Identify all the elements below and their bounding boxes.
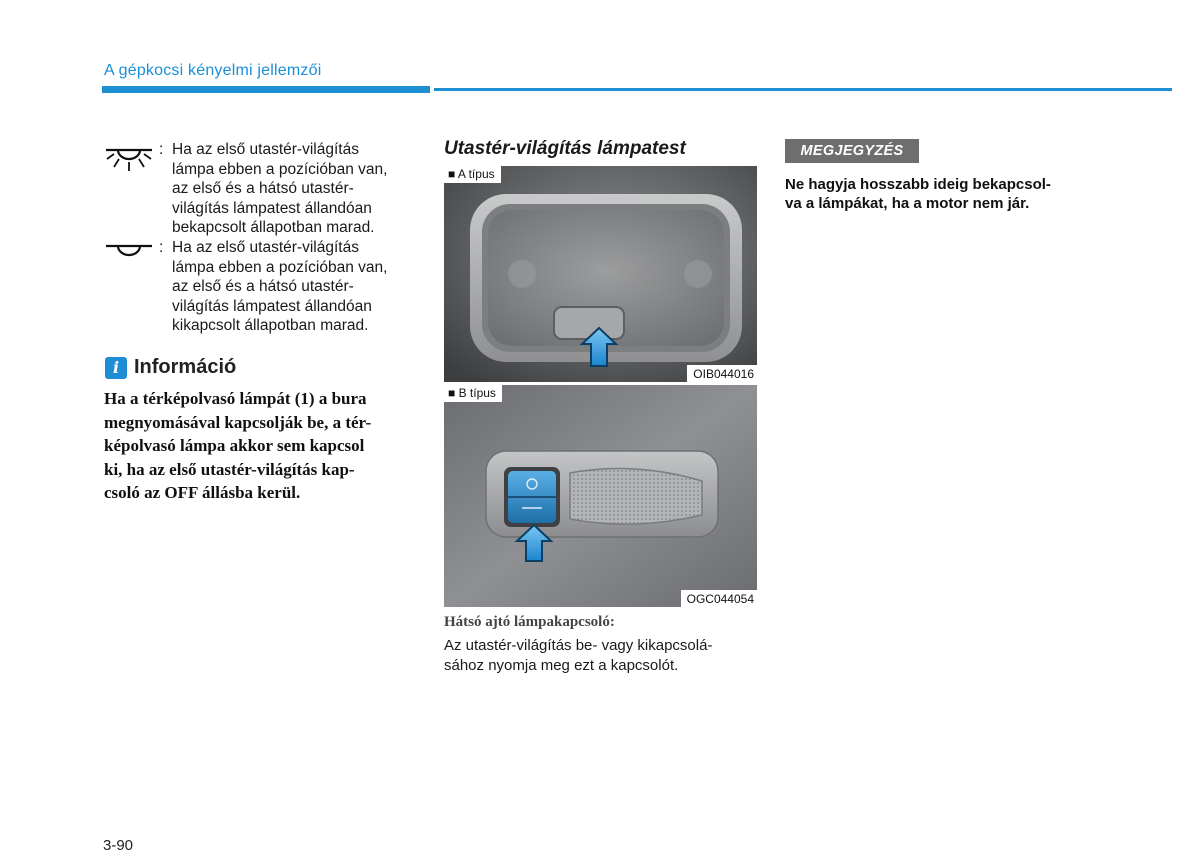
text-line: Ha az első utastér-világítás (172, 141, 359, 158)
switch-off-text (172, 238, 418, 336)
text-line: sához nyomja meg ezt a kapcsolót. (444, 657, 679, 674)
door-lamp-illustration (444, 385, 757, 607)
photo-b-code: OGC044054 (681, 590, 757, 607)
text-line: ki, ha az első utastér-világítás kap- (104, 459, 355, 479)
dome-lamp-illustration (444, 166, 757, 382)
photo-b-label: ■ B típus (444, 385, 502, 402)
text-line: világítás lámpatest állandóan (172, 297, 372, 315)
text-line: Ha az első utastér-világítás (172, 239, 359, 256)
photo-type-b (444, 385, 757, 607)
text-line: va a lámpákat, ha a motor nem jár. (785, 195, 1030, 212)
switch-position-on (104, 140, 420, 240)
note-text (785, 175, 1105, 213)
info-icon: i (105, 357, 127, 379)
section-title: A gépkocsi kényelmi jellemzői (104, 62, 322, 79)
text-line: kikapcsolt állapotban marad. (172, 317, 369, 334)
caption-body (444, 636, 760, 676)
switch-position-off (104, 238, 420, 338)
switch-on-text (172, 140, 418, 238)
text-line: lámpa ebben a pozícióban van, (172, 258, 388, 276)
text-line: lámpa ebben a pozícióban van, (172, 160, 388, 178)
text-line: csoló az OFF állásba kerül. (104, 483, 301, 502)
lamp-on-icon (104, 140, 154, 174)
note-badge: MEGJEGYZÉS (785, 139, 919, 163)
lamp-section-heading: Utastér-világítás lámpatest (444, 138, 686, 159)
text-line: képolvasó lámpa akkor sem kapcsol (104, 436, 365, 455)
caption-title: Hátsó ajtó lámpakapcsoló: (444, 614, 615, 630)
text-line: az első és a hátsó utastér- (172, 278, 354, 295)
lamp-off-icon (104, 238, 154, 264)
text-line: megnyomásával kapcsolják be, a tér- (104, 412, 372, 432)
text-line: az első és a hátsó utastér- (172, 180, 354, 197)
photo-type-a (444, 166, 757, 382)
header-bar-thin (434, 88, 1172, 91)
text-line: Ha a térképolvasó lámpát (1) a bura (104, 389, 367, 408)
colon: : (159, 239, 164, 256)
photo-a-code: OIB044016 (687, 365, 757, 382)
colon: : (159, 141, 164, 158)
info-title: Információ (134, 356, 237, 378)
info-body (104, 387, 418, 505)
photo-a-label: ■ A típus (444, 166, 501, 183)
text-line: világítás lámpatest állandóan (172, 199, 372, 217)
text-line: bekapcsolt állapotban marad. (172, 219, 375, 236)
text-line: Az utastér-világítás be- vagy kikapcsolá- (444, 637, 713, 654)
header-bar-thick (102, 86, 430, 93)
text-line: Ne hagyja hosszabb ideig bekapcsol- (785, 176, 1051, 193)
page-number: 3-90 (103, 837, 134, 854)
